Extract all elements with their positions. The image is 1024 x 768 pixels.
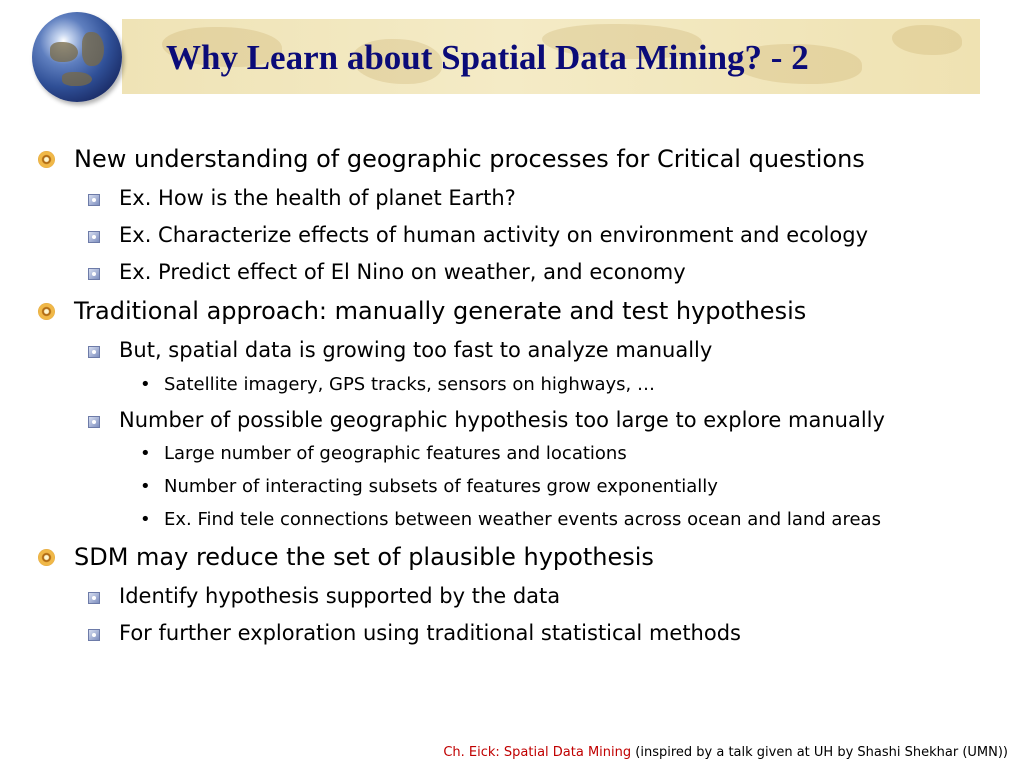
sun-bullet-icon bbox=[38, 151, 55, 168]
list-item: Large number of geographic features and locations bbox=[164, 443, 627, 464]
globe-land bbox=[82, 32, 104, 66]
globe-icon bbox=[32, 12, 122, 102]
square-bullet-icon bbox=[88, 592, 100, 604]
square-bullet-icon bbox=[88, 416, 100, 428]
square-bullet-icon bbox=[88, 194, 100, 206]
list-item: Identify hypothesis supported by the data bbox=[119, 584, 561, 608]
list-item: Traditional approach: manually generate and test hypothesis bbox=[74, 297, 807, 325]
slide-title: Why Learn about Spatial Data Mining? - 2 bbox=[166, 38, 809, 77]
sun-bullet-icon bbox=[38, 303, 55, 320]
square-bullet-icon bbox=[88, 346, 100, 358]
list-item: Satellite imagery, GPS tracks, sensors on highways, … bbox=[164, 374, 655, 395]
list-item: Number of possible geographic hypothesis too large to explore manually bbox=[119, 408, 885, 432]
list-item: But, spatial data is growing too fast to analyze manually bbox=[119, 338, 713, 362]
footer-credit: (inspired by a talk given at UH by Shashi Shekhar (UMN)) bbox=[631, 745, 1008, 760]
dot-bullet: • bbox=[140, 374, 151, 395]
footer-author-course: Ch. Eick: Spatial Data Mining bbox=[443, 745, 632, 760]
sun-bullet-icon bbox=[38, 549, 55, 566]
list-item: New understanding of geographic processes for Critical questions bbox=[74, 145, 865, 173]
map-decoration bbox=[892, 25, 962, 55]
list-item: SDM may reduce the set of plausible hypothesis bbox=[74, 543, 654, 571]
square-bullet-icon bbox=[88, 231, 100, 243]
dot-bullet: • bbox=[140, 509, 151, 530]
list-item: For further exploration using traditional statistical methods bbox=[119, 621, 741, 645]
list-item: Ex. Find tele connections between weather events across ocean and land areas bbox=[164, 509, 881, 530]
list-item: Ex. Characterize effects of human activity on environment and ecology bbox=[119, 223, 868, 247]
dot-bullet: • bbox=[140, 476, 151, 497]
dot-bullet: • bbox=[140, 443, 151, 464]
list-item: Ex. How is the health of planet Earth? bbox=[119, 186, 516, 210]
square-bullet-icon bbox=[88, 268, 100, 280]
globe-land bbox=[62, 72, 92, 86]
slide-footer bbox=[443, 745, 1008, 760]
globe-land bbox=[50, 42, 78, 62]
square-bullet-icon bbox=[88, 629, 100, 641]
list-item: Ex. Predict effect of El Nino on weather, and economy bbox=[119, 260, 686, 284]
list-item: Number of interacting subsets of features grow exponentially bbox=[164, 476, 718, 497]
